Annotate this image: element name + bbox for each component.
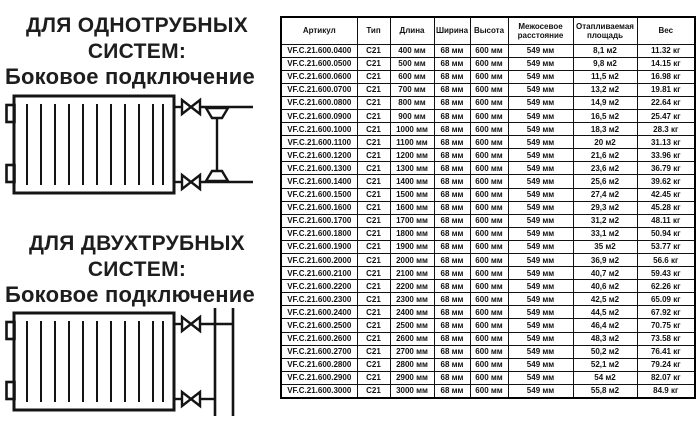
- section-title-line1: ДЛЯ ДВУХТРУБНЫХ: [29, 232, 245, 255]
- table-cell: 600 мм: [470, 227, 508, 240]
- table-cell: 76.41 кг: [637, 345, 695, 358]
- table-cell: 68 мм: [434, 83, 470, 96]
- table-cell: 44,5 м2: [573, 306, 637, 319]
- table-cell: C21: [357, 280, 390, 293]
- table-cell: 549 мм: [508, 240, 573, 253]
- table-cell: 549 мм: [508, 358, 573, 371]
- table-cell: 600 мм: [470, 214, 508, 227]
- table-cell: C21: [357, 70, 390, 83]
- table-cell: C21: [357, 267, 390, 280]
- table-cell: 36.79 кг: [637, 162, 695, 175]
- table-cell: 549 мм: [508, 162, 573, 175]
- table-cell: 600 мм: [470, 109, 508, 122]
- table-cell: VF.C.21.600.0400: [281, 44, 357, 57]
- table-cell: 900 мм: [390, 109, 434, 122]
- table-cell: 48,3 м2: [573, 332, 637, 345]
- table-cell: 549 мм: [508, 109, 573, 122]
- table-cell: 68 мм: [434, 254, 470, 267]
- table-cell: 68 мм: [434, 123, 470, 136]
- table-cell: VF.C.21.600.2900: [281, 371, 357, 384]
- table-cell: VF.C.21.600.1800: [281, 227, 357, 240]
- table-row: [281, 83, 695, 96]
- table-cell: 600 мм: [470, 254, 508, 267]
- table-cell: 40,6 м2: [573, 280, 637, 293]
- table-cell: 2700 мм: [390, 345, 434, 358]
- two-pipe-section-title: [4, 231, 270, 283]
- table-cell: VF.C.21.600.2000: [281, 254, 357, 267]
- table-cell: 2600 мм: [390, 332, 434, 345]
- table-cell: VF.C.21.600.2400: [281, 306, 357, 319]
- table-cell: 16,5 м2: [573, 109, 637, 122]
- table-cell: 68 мм: [434, 44, 470, 57]
- table-cell: VF.C.21.600.2500: [281, 319, 357, 332]
- table-cell: 68 мм: [434, 240, 470, 253]
- table-cell: 68 мм: [434, 136, 470, 149]
- table-cell: C21: [357, 96, 390, 109]
- table-cell: 549 мм: [508, 44, 573, 57]
- table-cell: 400 мм: [390, 44, 434, 57]
- table-cell: 600 мм: [470, 267, 508, 280]
- column-header: Высота: [470, 17, 508, 44]
- table-cell: 500 мм: [390, 57, 434, 70]
- table-cell: 600 мм: [470, 83, 508, 96]
- table-cell: C21: [357, 123, 390, 136]
- table-cell: 549 мм: [508, 136, 573, 149]
- table-cell: 27,4 м2: [573, 188, 637, 201]
- table-cell: VF.C.21.600.1400: [281, 175, 357, 188]
- table-cell: 600 мм: [470, 188, 508, 201]
- table-cell: 1300 мм: [390, 162, 434, 175]
- table-cell: 46,4 м2: [573, 319, 637, 332]
- table-cell: C21: [357, 175, 390, 188]
- table-cell: C21: [357, 149, 390, 162]
- table-cell: C21: [357, 57, 390, 70]
- table-cell: 549 мм: [508, 371, 573, 384]
- table-cell: 549 мм: [508, 280, 573, 293]
- column-header: Вес: [637, 17, 695, 44]
- table-cell: 40,7 м2: [573, 267, 637, 280]
- table-cell: 600 мм: [470, 162, 508, 175]
- table-cell: 600 мм: [470, 384, 508, 397]
- table-cell: 600 мм: [470, 123, 508, 136]
- table-cell: 50,2 м2: [573, 345, 637, 358]
- table-cell: 2500 мм: [390, 319, 434, 332]
- table-cell: 68 мм: [434, 175, 470, 188]
- table-row: [281, 371, 695, 384]
- table-cell: 549 мм: [508, 83, 573, 96]
- table-cell: 600 мм: [470, 201, 508, 214]
- spec-table: [280, 16, 696, 399]
- table-cell: 55,8 м2: [573, 384, 637, 397]
- table-cell: C21: [357, 319, 390, 332]
- table-cell: 600 мм: [470, 149, 508, 162]
- table-cell: 2400 мм: [390, 306, 434, 319]
- table-cell: 600 мм: [470, 44, 508, 57]
- table-cell: C21: [357, 240, 390, 253]
- table-cell: 600 мм: [470, 96, 508, 109]
- table-cell: VF.C.21.600.1700: [281, 214, 357, 227]
- table-cell: 1800 мм: [390, 227, 434, 240]
- table-cell: 1700 мм: [390, 214, 434, 227]
- table-cell: 2800 мм: [390, 358, 434, 371]
- table-cell: 79.24 кг: [637, 358, 695, 371]
- table-row: [281, 332, 695, 345]
- table-cell: C21: [357, 254, 390, 267]
- table-cell: 549 мм: [508, 188, 573, 201]
- table-cell: 52,1 м2: [573, 358, 637, 371]
- table-cell: 549 мм: [508, 149, 573, 162]
- table-row: [281, 306, 695, 319]
- table-cell: C21: [357, 293, 390, 306]
- table-row: [281, 70, 695, 83]
- table-cell: 68 мм: [434, 358, 470, 371]
- table-row: [281, 162, 695, 175]
- table-cell: VF.C.21.600.2800: [281, 358, 357, 371]
- table-cell: 68 мм: [434, 227, 470, 240]
- table-cell: 68 мм: [434, 57, 470, 70]
- table-cell: 68 мм: [434, 345, 470, 358]
- table-cell: 549 мм: [508, 254, 573, 267]
- table-row: [281, 96, 695, 109]
- table-cell: 549 мм: [508, 70, 573, 83]
- table-cell: C21: [357, 214, 390, 227]
- table-row: [281, 384, 695, 397]
- table-row: [281, 240, 695, 253]
- table-cell: 33.96 кг: [637, 149, 695, 162]
- table-cell: 68 мм: [434, 267, 470, 280]
- table-cell: 50.94 кг: [637, 227, 695, 240]
- table-cell: 68 мм: [434, 70, 470, 83]
- section-title-line1: ДЛЯ ОДНОТРУБНЫХ: [25, 14, 249, 37]
- table-cell: C21: [357, 162, 390, 175]
- table-cell: 600 мм: [470, 358, 508, 371]
- column-header: Длина: [390, 17, 434, 44]
- table-cell: 2300 мм: [390, 293, 434, 306]
- table-row: [281, 188, 695, 201]
- single-pipe-radiator-diagram-icon: [5, 92, 257, 198]
- table-cell: VF.C.21.600.0800: [281, 96, 357, 109]
- table-cell: 600 мм: [470, 319, 508, 332]
- table-cell: 549 мм: [508, 306, 573, 319]
- table-cell: VF.C.21.600.0700: [281, 83, 357, 96]
- table-cell: 600 мм: [390, 70, 434, 83]
- table-cell: 600 мм: [470, 240, 508, 253]
- table-cell: VF.C.21.600.2100: [281, 267, 357, 280]
- table-cell: C21: [357, 227, 390, 240]
- table-cell: 9,8 м2: [573, 57, 637, 70]
- table-cell: VF.C.21.600.1900: [281, 240, 357, 253]
- table-cell: 2900 мм: [390, 371, 434, 384]
- table-cell: 600 мм: [470, 293, 508, 306]
- table-cell: 68 мм: [434, 293, 470, 306]
- table-header-row: [281, 17, 695, 44]
- table-row: [281, 280, 695, 293]
- table-row: [281, 175, 695, 188]
- table-cell: 18,3 м2: [573, 123, 637, 136]
- column-header: Артикул: [281, 17, 357, 44]
- table-cell: C21: [357, 371, 390, 384]
- table-cell: VF.C.21.600.0600: [281, 70, 357, 83]
- table-cell: 54 м2: [573, 371, 637, 384]
- two-pipe-radiator-diagram-icon: [5, 306, 257, 418]
- table-cell: 42.45 кг: [637, 188, 695, 201]
- table-cell: 700 мм: [390, 83, 434, 96]
- table-cell: 62.26 кг: [637, 280, 695, 293]
- table-cell: VF.C.21.600.1100: [281, 136, 357, 149]
- table-cell: 68 мм: [434, 96, 470, 109]
- column-header: Отапливаемая площадь: [573, 17, 637, 44]
- table-cell: 70.75 кг: [637, 319, 695, 332]
- table-cell: VF.C.21.600.2200: [281, 280, 357, 293]
- table-cell: 600 мм: [470, 136, 508, 149]
- table-cell: 68 мм: [434, 384, 470, 397]
- table-cell: 600 мм: [470, 332, 508, 345]
- table-cell: 549 мм: [508, 57, 573, 70]
- table-cell: 2000 мм: [390, 254, 434, 267]
- table-cell: 68 мм: [434, 188, 470, 201]
- table-cell: 59.43 кг: [637, 267, 695, 280]
- table-cell: 68 мм: [434, 332, 470, 345]
- table-cell: 8,1 м2: [573, 44, 637, 57]
- two-pipe-subtitle: Боковое подключение: [5, 282, 255, 307]
- table-cell: 25,6 м2: [573, 175, 637, 188]
- table-cell: 2100 мм: [390, 267, 434, 280]
- table-cell: C21: [357, 83, 390, 96]
- table-cell: VF.C.21.600.3000: [281, 384, 357, 397]
- table-cell: C21: [357, 44, 390, 57]
- table-cell: 68 мм: [434, 149, 470, 162]
- table-cell: 20 м2: [573, 136, 637, 149]
- table-cell: VF.C.21.600.1600: [281, 201, 357, 214]
- table-cell: 11.32 кг: [637, 44, 695, 57]
- table-cell: C21: [357, 384, 390, 397]
- table-cell: 600 мм: [470, 175, 508, 188]
- column-header: Тип: [357, 17, 390, 44]
- table-cell: 1600 мм: [390, 201, 434, 214]
- table-cell: 53.77 кг: [637, 240, 695, 253]
- table-cell: 68 мм: [434, 280, 470, 293]
- table-row: [281, 358, 695, 371]
- table-cell: 1400 мм: [390, 175, 434, 188]
- table-row: [281, 109, 695, 122]
- single-pipe-section-title: [4, 13, 270, 65]
- section-title-line2: СИСТЕМ:: [87, 258, 187, 281]
- table-cell: 600 мм: [470, 70, 508, 83]
- table-cell: 549 мм: [508, 332, 573, 345]
- table-cell: 73.58 кг: [637, 332, 695, 345]
- table-cell: 600 мм: [470, 306, 508, 319]
- table-cell: VF.C.21.600.1300: [281, 162, 357, 175]
- single-pipe-subtitle: Боковое подключение: [5, 64, 255, 89]
- table-cell: 39.62 кг: [637, 175, 695, 188]
- table-cell: 549 мм: [508, 175, 573, 188]
- table-cell: C21: [357, 109, 390, 122]
- table-cell: 1500 мм: [390, 188, 434, 201]
- table-row: [281, 227, 695, 240]
- table-cell: 19.81 кг: [637, 83, 695, 96]
- table-row: [281, 44, 695, 57]
- table-cell: 68 мм: [434, 306, 470, 319]
- table-cell: 42,5 м2: [573, 293, 637, 306]
- table-cell: 56.6 кг: [637, 254, 695, 267]
- table-cell: 14.15 кг: [637, 57, 695, 70]
- table-cell: 549 мм: [508, 96, 573, 109]
- table-cell: 68 мм: [434, 109, 470, 122]
- column-header: Межосевое расстояние: [508, 17, 573, 44]
- table-cell: 600 мм: [470, 57, 508, 70]
- table-cell: VF.C.21.600.1200: [281, 149, 357, 162]
- table-cell: 25.47 кг: [637, 109, 695, 122]
- table-cell: 68 мм: [434, 201, 470, 214]
- table-row: [281, 136, 695, 149]
- table-cell: 1100 мм: [390, 136, 434, 149]
- table-cell: C21: [357, 136, 390, 149]
- table-cell: C21: [357, 358, 390, 371]
- table-cell: 600 мм: [470, 345, 508, 358]
- table-cell: 549 мм: [508, 267, 573, 280]
- table-row: [281, 345, 695, 358]
- table-cell: VF.C.21.600.2300: [281, 293, 357, 306]
- table-row: [281, 293, 695, 306]
- table-cell: VF.C.21.600.1000: [281, 123, 357, 136]
- table-cell: 549 мм: [508, 384, 573, 397]
- table-cell: 67.92 кг: [637, 306, 695, 319]
- table-row: [281, 319, 695, 332]
- table-cell: 68 мм: [434, 371, 470, 384]
- table-cell: VF.C.21.600.2700: [281, 345, 357, 358]
- table-cell: 549 мм: [508, 201, 573, 214]
- table-cell: 549 мм: [508, 214, 573, 227]
- table-row: [281, 254, 695, 267]
- table-cell: VF.C.21.600.0900: [281, 109, 357, 122]
- table-cell: 23,6 м2: [573, 162, 637, 175]
- table-cell: 21,6 м2: [573, 149, 637, 162]
- table-row: [281, 214, 695, 227]
- table-cell: 45.28 кг: [637, 201, 695, 214]
- table-cell: 800 мм: [390, 96, 434, 109]
- table-cell: 549 мм: [508, 319, 573, 332]
- table-cell: 31,2 м2: [573, 214, 637, 227]
- table-cell: C21: [357, 345, 390, 358]
- table-cell: 549 мм: [508, 293, 573, 306]
- table-cell: 33,1 м2: [573, 227, 637, 240]
- table-row: [281, 57, 695, 70]
- table-cell: 549 мм: [508, 227, 573, 240]
- table-cell: 68 мм: [434, 214, 470, 227]
- table-cell: VF.C.21.600.2600: [281, 332, 357, 345]
- table-cell: 31.13 кг: [637, 136, 695, 149]
- table-cell: 22.64 кг: [637, 96, 695, 109]
- column-header: Ширина: [434, 17, 470, 44]
- table-row: [281, 267, 695, 280]
- table-cell: C21: [357, 306, 390, 319]
- table-cell: VF.C.21.600.1500: [281, 188, 357, 201]
- table-cell: C21: [357, 332, 390, 345]
- table-cell: 11,5 м2: [573, 70, 637, 83]
- table-cell: 84.9 кг: [637, 384, 695, 397]
- table-cell: C21: [357, 188, 390, 201]
- table-row: [281, 149, 695, 162]
- section-title-line2: СИСТЕМ:: [87, 40, 187, 63]
- table-cell: 28.3 кг: [637, 123, 695, 136]
- table-cell: 549 мм: [508, 123, 573, 136]
- table-cell: 68 мм: [434, 319, 470, 332]
- table-cell: 13,2 м2: [573, 83, 637, 96]
- table-cell: 35 м2: [573, 240, 637, 253]
- table-cell: 3000 мм: [390, 384, 434, 397]
- table-cell: 1000 мм: [390, 123, 434, 136]
- table-cell: 2200 мм: [390, 280, 434, 293]
- table-cell: 600 мм: [470, 280, 508, 293]
- table-cell: 14,9 м2: [573, 96, 637, 109]
- table-cell: C21: [357, 201, 390, 214]
- table-row: [281, 123, 695, 136]
- table-cell: 82.07 кг: [637, 371, 695, 384]
- table-cell: 16.98 кг: [637, 70, 695, 83]
- table-cell: 29,3 м2: [573, 201, 637, 214]
- table-cell: 68 мм: [434, 162, 470, 175]
- table-row: [281, 201, 695, 214]
- table-cell: 65.09 кг: [637, 293, 695, 306]
- table-cell: 549 мм: [508, 345, 573, 358]
- left-panel: [0, 0, 278, 421]
- table-cell: VF.C.21.600.0500: [281, 57, 357, 70]
- table-cell: 600 мм: [470, 371, 508, 384]
- table-cell: 1200 мм: [390, 149, 434, 162]
- table-cell: 1900 мм: [390, 240, 434, 253]
- table-cell: 36,9 м2: [573, 254, 637, 267]
- table-cell: 48.11 кг: [637, 214, 695, 227]
- spec-table-container: [280, 16, 696, 399]
